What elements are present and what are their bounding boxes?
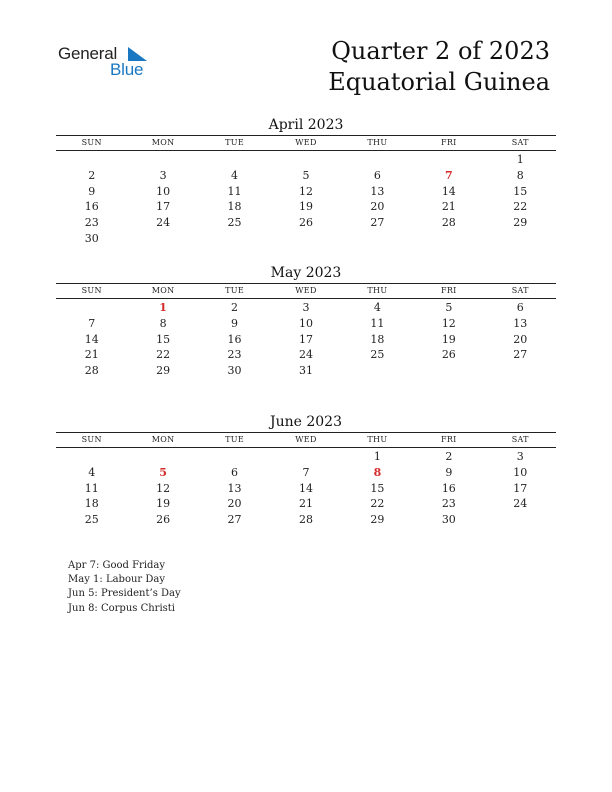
weekday-header: [56, 135, 556, 151]
day-cell: [413, 363, 484, 379]
day-cell: [199, 449, 270, 465]
day-cell: 21: [298, 497, 313, 511]
day-cell: 10: [513, 465, 528, 479]
day-cell: 12: [441, 316, 456, 330]
day-cell: 19: [156, 497, 171, 511]
day-cell: 15: [513, 184, 528, 198]
day-cell: 12: [156, 481, 171, 495]
day-cell: [270, 152, 341, 168]
weekday-label: WED: [295, 138, 317, 147]
weekday-header: [56, 432, 556, 448]
day-cell: 23: [84, 216, 99, 230]
day-cell: [485, 363, 556, 379]
week-row: [56, 496, 556, 512]
day-cell: [127, 449, 198, 465]
day-cell: 13: [227, 481, 242, 495]
day-cell: [56, 449, 127, 465]
day-cell: 25: [84, 513, 99, 527]
day-cell: 15: [370, 481, 385, 495]
weekday-header: [56, 283, 556, 299]
week-row: [56, 465, 556, 481]
day-cell: 17: [513, 481, 528, 495]
day-cell: 30: [84, 231, 99, 245]
day-cell: 14: [441, 184, 456, 198]
day-cell: 23: [441, 497, 456, 511]
weekday-label: SAT: [511, 435, 529, 444]
day-cell: 6: [231, 465, 239, 479]
day-cell: 4: [373, 301, 381, 314]
month-title: June 2023: [269, 414, 342, 430]
day-cell: 3: [302, 301, 310, 314]
holiday-note: May 1: Labour Day: [68, 574, 165, 586]
day-cell: 24: [513, 497, 528, 511]
day-cell: [270, 449, 341, 465]
day-cell: 6: [373, 168, 381, 182]
day-cell: 25: [370, 348, 385, 362]
day-cell: 16: [84, 200, 99, 214]
day-cell: [413, 152, 484, 168]
week-row: [56, 512, 556, 528]
day-cell: [56, 152, 127, 168]
day-cell: 6: [516, 301, 524, 314]
weekday-label: MON: [151, 286, 175, 295]
logo-text-blue: Blue: [110, 60, 144, 79]
day-cell: 23: [227, 348, 242, 362]
day-cell: 8: [159, 316, 167, 330]
week-row: [56, 347, 556, 363]
day-cell: 22: [513, 200, 528, 214]
day-cell: 3: [159, 168, 167, 182]
page-title: [328, 36, 550, 98]
day-cell: 26: [298, 216, 313, 230]
day-cell: [56, 300, 127, 316]
day-cell: 9: [88, 184, 96, 198]
month-may: [56, 264, 556, 379]
day-cell: 9: [231, 316, 239, 330]
weekday-label: THU: [367, 435, 388, 444]
day-cell: 14: [298, 481, 313, 495]
month-april: [56, 116, 556, 247]
month-weeks: [56, 300, 556, 379]
weekday-label: FRI: [441, 435, 457, 444]
day-cell: 22: [156, 348, 171, 362]
week-row: [56, 231, 556, 247]
day-cell: 29: [370, 513, 385, 527]
holiday-notes: [68, 559, 181, 616]
day-cell: 11: [84, 481, 99, 495]
day-cell: 19: [441, 332, 456, 346]
day-cell: 2: [445, 450, 453, 463]
day-cell: 19: [298, 200, 313, 214]
day-cell: 11: [227, 184, 242, 198]
day-cell: 29: [513, 216, 528, 230]
day-cell: 4: [88, 465, 96, 479]
day-cell: 2: [88, 168, 96, 182]
month-weeks: [56, 152, 556, 247]
day-cell: 17: [156, 200, 171, 214]
weekday-label: MON: [151, 435, 175, 444]
day-cell: 31: [298, 364, 313, 378]
title-quarter: Quarter 2 of 2023: [331, 37, 550, 65]
day-cell: [127, 152, 198, 168]
day-cell: 3: [516, 450, 524, 463]
logo-triangle-icon: [125, 47, 147, 61]
day-cell: 26: [441, 348, 456, 362]
day-cell: 20: [513, 332, 528, 346]
day-cell: [485, 231, 556, 247]
day-cell: [413, 231, 484, 247]
day-cell: 9: [445, 465, 453, 479]
holiday-note: Jun 8: Corpus Christi: [68, 602, 176, 614]
day-cell: 28: [298, 513, 313, 527]
day-cell: [342, 231, 413, 247]
day-cell: 10: [156, 184, 171, 198]
day-cell: 27: [370, 216, 385, 230]
weekday-label: SUN: [81, 435, 102, 444]
day-cell: 22: [370, 497, 385, 511]
day-cell: 8: [373, 465, 382, 479]
day-cell: 5: [302, 168, 310, 182]
day-cell: [199, 152, 270, 168]
day-cell: 30: [441, 513, 456, 527]
weekday-label: THU: [367, 286, 388, 295]
weekday-label: TUE: [225, 138, 244, 147]
day-cell: 14: [84, 332, 99, 346]
holiday-note: Apr 7: Good Friday: [68, 560, 166, 571]
day-cell: 7: [88, 316, 96, 330]
day-cell: 12: [298, 184, 313, 198]
month-title: May 2023: [270, 265, 342, 281]
day-cell: 24: [156, 216, 171, 230]
week-row: [56, 168, 556, 184]
day-cell: [127, 231, 198, 247]
logo: [58, 44, 158, 84]
day-cell: 21: [441, 200, 456, 214]
week-row: [56, 199, 556, 215]
day-cell: [485, 512, 556, 528]
day-cell: 30: [227, 364, 242, 378]
day-cell: [342, 363, 413, 379]
month-june: [56, 413, 556, 528]
week-row: [56, 316, 556, 332]
weekday-label: WED: [295, 435, 317, 444]
day-cell: 8: [516, 168, 524, 182]
month-weeks: [56, 449, 556, 528]
day-cell: 1: [373, 450, 381, 463]
week-row: [56, 184, 556, 200]
day-cell: 17: [298, 332, 313, 346]
weekday-label: SUN: [81, 286, 102, 295]
day-cell: 20: [227, 497, 242, 511]
day-cell: 2: [231, 301, 239, 314]
day-cell: 24: [298, 348, 313, 362]
day-cell: 29: [156, 364, 171, 378]
day-cell: 5: [159, 465, 167, 479]
day-cell: 15: [156, 332, 171, 346]
day-cell: 7: [444, 168, 453, 182]
weekday-label: WED: [295, 286, 317, 295]
logo-text-general: General: [58, 44, 118, 63]
week-row: [56, 332, 556, 348]
day-cell: 25: [227, 216, 242, 230]
title-country: Equatorial Guinea: [328, 68, 550, 96]
week-row: [56, 152, 556, 168]
day-cell: 20: [370, 200, 385, 214]
weekday-label: MON: [151, 138, 175, 147]
day-cell: 18: [370, 332, 385, 346]
week-row: [56, 449, 556, 465]
holiday-note: Jun 5: President’s Day: [68, 588, 181, 600]
day-cell: 21: [84, 348, 99, 362]
day-cell: 13: [513, 316, 528, 330]
week-row: [56, 300, 556, 316]
day-cell: 4: [231, 168, 239, 182]
weekday-label: TUE: [225, 435, 244, 444]
day-cell: 10: [298, 316, 313, 330]
day-cell: [199, 231, 270, 247]
weekday-label: SUN: [81, 138, 102, 147]
day-cell: [342, 152, 413, 168]
weekday-label: SAT: [511, 138, 529, 147]
day-cell: 16: [227, 332, 242, 346]
day-cell: 28: [84, 364, 99, 378]
week-row: [56, 363, 556, 379]
day-cell: 5: [445, 301, 453, 314]
day-cell: 27: [227, 513, 242, 527]
week-row: [56, 481, 556, 497]
day-cell: 16: [441, 481, 456, 495]
day-cell: 1: [159, 301, 167, 314]
day-cell: 7: [302, 465, 310, 479]
day-cell: 18: [84, 497, 99, 511]
weekday-label: SAT: [511, 286, 529, 295]
day-cell: 27: [513, 348, 528, 362]
week-row: [56, 215, 556, 231]
weekday-label: THU: [367, 138, 388, 147]
day-cell: 1: [516, 153, 524, 166]
day-cell: 18: [227, 200, 242, 214]
month-title: April 2023: [268, 117, 344, 133]
day-cell: [270, 231, 341, 247]
day-cell: 28: [441, 216, 456, 230]
day-cell: 11: [370, 316, 385, 330]
weekday-label: FRI: [441, 286, 457, 295]
day-cell: 13: [370, 184, 385, 198]
weekday-label: FRI: [441, 138, 457, 147]
weekday-label: TUE: [225, 286, 244, 295]
day-cell: 26: [156, 513, 171, 527]
